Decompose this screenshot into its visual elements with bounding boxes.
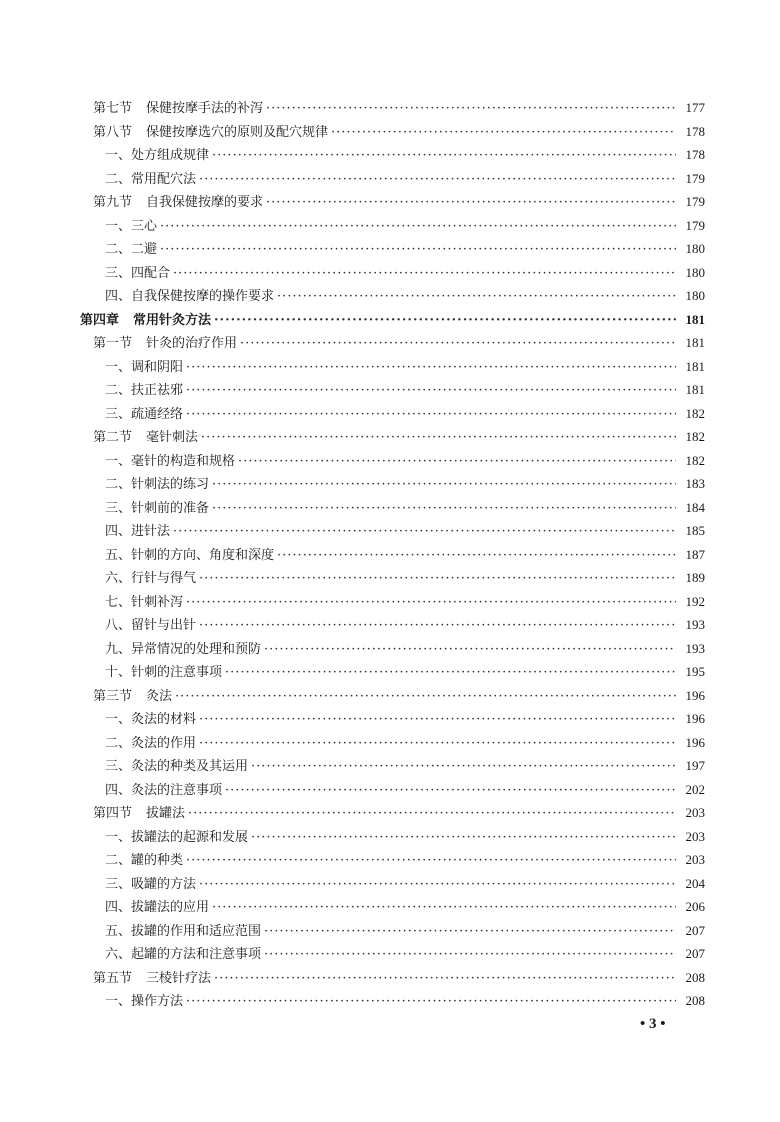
toc-entry-page: 181 — [685, 382, 705, 397]
toc-entry-title — [105, 896, 209, 920]
toc-entry-page: 203 — [685, 852, 705, 867]
toc-entry-item — [80, 449, 705, 473]
toc-entry-page: 196 — [685, 687, 705, 703]
dot-leader — [199, 567, 676, 591]
dot-leader — [251, 826, 676, 850]
toc-entry-text: 三棱针疗法 — [146, 970, 212, 986]
toc-entry-text: 常用针灸方法 — [133, 312, 212, 328]
toc-entry-page: 181 — [685, 311, 705, 327]
toc-entry-title — [93, 685, 172, 709]
toc-entry-title — [80, 309, 211, 333]
toc-entry-text: 五、拔罐的作用和适应范围 — [105, 923, 262, 939]
toc-entry-page: 181 — [685, 358, 705, 374]
dot-leader — [173, 520, 676, 544]
toc-entry-page: 193 — [685, 617, 705, 632]
toc-entry-item — [80, 637, 705, 661]
dot-leader — [214, 967, 676, 991]
dot-leader — [186, 849, 676, 873]
dot-leader — [212, 473, 676, 497]
toc-entry-text: 八、留针与出针 — [105, 618, 197, 633]
toc-entry-title — [105, 920, 261, 944]
toc-entry-title — [93, 121, 328, 145]
toc-entry-label: 第四章 — [80, 312, 120, 328]
toc-entry-title — [105, 379, 183, 403]
toc-entry-section — [80, 684, 705, 708]
toc-entry-title — [105, 567, 196, 591]
toc-entry-text: 三、灸法的种类及其运用 — [105, 759, 249, 774]
toc-entry-title — [105, 450, 235, 474]
toc-entry-text: 二、扶正祛邪 — [105, 383, 184, 398]
toc-entry-section — [80, 801, 705, 825]
toc-entry-title — [105, 591, 183, 615]
toc-entry-title — [105, 614, 196, 638]
toc-entry-page: 203 — [685, 805, 705, 820]
toc-entry-title — [105, 755, 248, 779]
toc-entry-text: 一、处方组成规律 — [105, 148, 210, 163]
toc-entry-section — [80, 966, 705, 990]
dot-leader — [264, 943, 676, 967]
toc-entry-page: 178 — [685, 147, 705, 162]
toc-entry-label: 第八节 — [93, 124, 133, 140]
toc-entry-item — [80, 472, 705, 496]
toc-entry-title — [105, 990, 183, 1014]
toc-entry-label: 第五节 — [93, 970, 133, 986]
toc-entry-page: 177 — [685, 100, 705, 115]
toc-entry-label: 第四节 — [93, 806, 133, 821]
toc-entry-text: 七、针刺补泻 — [105, 594, 184, 610]
toc-entry-item — [80, 942, 705, 966]
toc-entry-title — [93, 97, 263, 121]
toc-entry-item — [80, 613, 705, 637]
toc-entry-chapter — [80, 308, 705, 332]
toc-entry-page: 204 — [685, 875, 705, 891]
dot-leader — [212, 497, 676, 521]
dot-leader — [264, 920, 676, 944]
toc-entry-text: 一、调和阴阳 — [105, 359, 184, 375]
toc-entry-title — [105, 779, 222, 803]
toc-entry-item — [80, 402, 705, 426]
dot-leader — [212, 144, 676, 168]
toc-entry-item — [80, 519, 705, 543]
dot-leader — [225, 661, 676, 685]
toc-entry-label: 第二节 — [93, 430, 133, 445]
dot-leader — [186, 379, 676, 403]
toc-entry-page: 196 — [685, 734, 705, 750]
toc-entry-page: 182 — [685, 452, 705, 468]
dot-leader — [277, 544, 676, 568]
toc-entry-page: 192 — [685, 593, 705, 609]
toc-entry-title — [105, 473, 209, 497]
toc-entry-title — [105, 144, 209, 168]
toc-entry-item — [80, 590, 705, 614]
toc-entry-title — [105, 638, 261, 662]
toc-entry-title — [93, 426, 198, 450]
toc-entry-page: 196 — [685, 711, 705, 726]
toc-entry-title — [105, 285, 274, 309]
toc-entry-title — [93, 802, 185, 826]
dot-leader — [277, 285, 676, 309]
dot-leader — [199, 873, 676, 897]
toc-entry-page: 187 — [685, 546, 705, 562]
toc-entry-title — [105, 661, 222, 685]
toc-entry-page: 193 — [685, 640, 705, 656]
toc-entry-page: 208 — [685, 969, 705, 985]
toc-entry-page: 182 — [685, 429, 705, 444]
toc-entry-title — [93, 191, 263, 215]
toc-entry-page: 185 — [685, 523, 705, 538]
dot-leader — [186, 591, 676, 615]
toc-entry-text: 一、三心 — [105, 218, 158, 234]
toc-entry-text: 二、罐的种类 — [105, 853, 184, 868]
toc-entry-title — [105, 215, 157, 239]
dot-leader — [188, 802, 676, 826]
toc-entry-text: 一、毫针的构造和规格 — [105, 453, 236, 469]
toc-entry-title — [105, 708, 196, 732]
toc-entry-item — [80, 778, 705, 802]
toc-entry-title — [105, 849, 183, 873]
dot-leader — [186, 356, 676, 380]
toc-entry-text: 三、针刺前的准备 — [105, 500, 210, 516]
toc-entry-text: 一、拔罐法的起源和发展 — [105, 829, 249, 845]
dot-leader — [173, 262, 676, 286]
toc-entry-text: 毫针刺法 — [146, 430, 199, 445]
dot-leader — [186, 403, 676, 427]
toc-entry-item — [80, 872, 705, 896]
toc-entry-item — [80, 214, 705, 238]
toc-entry-text: 三、疏通经络 — [105, 406, 184, 422]
toc-entry-text: 六、起罐的方法和注意事项 — [105, 947, 262, 962]
toc-entry-label: 第一节 — [93, 336, 133, 351]
dot-leader — [240, 332, 676, 356]
toc-entry-item — [80, 989, 705, 1013]
toc-entry-item — [80, 919, 705, 943]
toc-entry-page: 179 — [685, 194, 705, 209]
dot-leader — [214, 309, 676, 333]
toc-entry-title — [105, 943, 261, 967]
toc-entry-text: 四、灸法的注意事项 — [105, 782, 223, 798]
dot-leader — [266, 191, 676, 215]
toc-entry-title — [105, 262, 170, 286]
dot-leader — [238, 450, 676, 474]
toc-entry-page: 206 — [685, 899, 705, 914]
toc-entry-page: 179 — [685, 170, 705, 186]
toc-entry-page: 202 — [685, 781, 705, 797]
toc-entry-text: 四、自我保健按摩的操作要求 — [105, 289, 275, 304]
toc-entry-text: 六、行针与得气 — [105, 571, 197, 586]
toc-entry-title — [105, 356, 183, 380]
toc-entry-text: 二、二避 — [105, 242, 158, 257]
toc-entry-text: 灸法 — [146, 688, 173, 704]
dot-leader — [199, 732, 676, 756]
dot-leader — [186, 990, 676, 1014]
toc-entry-title — [93, 967, 211, 991]
toc-entry-text: 二、灸法的作用 — [105, 735, 197, 751]
toc-entry-page: 180 — [685, 241, 705, 256]
dot-leader — [199, 168, 676, 192]
toc-entry-item — [80, 825, 705, 849]
toc-entry-title — [105, 520, 170, 544]
toc-entry-text: 二、针刺法的练习 — [105, 477, 210, 492]
toc-entry-text: 四、拔罐法的应用 — [105, 900, 210, 915]
toc-entry-title — [105, 403, 183, 427]
toc-entry-title — [105, 544, 274, 568]
toc-entry-title — [105, 873, 196, 897]
dot-leader — [264, 638, 676, 662]
toc-entry-page: 208 — [685, 993, 705, 1008]
toc-entry-text: 二、常用配穴法 — [105, 171, 197, 187]
toc-entry-page: 180 — [685, 288, 705, 303]
toc-entry-item — [80, 848, 705, 872]
toc-entry-item — [80, 143, 705, 167]
dot-leader — [175, 685, 676, 709]
toc-entry-text: 五、针刺的方向、角度和深度 — [105, 547, 275, 563]
toc-entry-page: 178 — [685, 123, 705, 139]
toc-entry-label: 第七节 — [93, 101, 133, 116]
toc-entry-text: 针灸的治疗作用 — [146, 336, 238, 351]
toc-entry-text: 三、四配合 — [105, 265, 171, 281]
toc-entry-item — [80, 284, 705, 308]
dot-leader — [199, 708, 676, 732]
toc-entry-text: 四、进针法 — [105, 524, 171, 539]
toc-entry-page: 179 — [685, 217, 705, 233]
toc-entry-text: 自我保健按摩的要求 — [146, 195, 264, 210]
toc-entry-item — [80, 167, 705, 191]
toc-entry-page: 184 — [685, 499, 705, 515]
dot-leader — [225, 779, 676, 803]
toc-entry-item — [80, 261, 705, 285]
toc-entry-section — [80, 190, 705, 214]
toc-entry-text: 拔罐法 — [146, 806, 186, 821]
toc-entry-page: 197 — [685, 758, 705, 773]
dot-leader — [199, 614, 676, 638]
toc-entry-text: 九、异常情况的处理和预防 — [105, 641, 262, 657]
toc-entry-title — [105, 732, 196, 756]
toc-entry-item — [80, 237, 705, 261]
dot-leader — [331, 121, 676, 145]
page-number: • 3 • — [640, 1016, 666, 1032]
dot-leader — [251, 755, 676, 779]
toc-entry-label: 第九节 — [93, 195, 133, 210]
toc-entry-item — [80, 496, 705, 520]
toc-entry-section — [80, 331, 705, 355]
toc-entry-section — [80, 96, 705, 120]
toc-entry-title — [105, 826, 248, 850]
toc-entry-text: 一、操作方法 — [105, 994, 184, 1009]
dot-leader — [160, 215, 676, 239]
dot-leader — [201, 426, 676, 450]
toc-entry-text: 十、针刺的注意事项 — [105, 665, 223, 680]
toc-entry-title — [105, 238, 157, 262]
toc-entry-title — [93, 332, 237, 356]
dot-leader — [266, 97, 676, 121]
toc-entry-item — [80, 754, 705, 778]
toc-entry-item — [80, 355, 705, 379]
toc-entry-item — [80, 895, 705, 919]
toc-entry-page: 183 — [685, 476, 705, 491]
toc-entry-page: 189 — [685, 570, 705, 585]
toc-entry-title — [105, 168, 196, 192]
toc-entry-page: 180 — [685, 264, 705, 280]
toc-entry-item — [80, 543, 705, 567]
toc-entry-page: 207 — [685, 946, 705, 961]
toc-entry-page: 203 — [685, 828, 705, 844]
toc-entry-section — [80, 425, 705, 449]
toc-entry-page: 181 — [685, 335, 705, 350]
toc-entry-title — [105, 497, 209, 521]
toc-entry-text: 一、灸法的材料 — [105, 712, 197, 727]
toc-entry-page: 182 — [685, 405, 705, 421]
toc-entry-label: 第三节 — [93, 688, 133, 704]
toc-entry-item — [80, 566, 705, 590]
toc-entry-page: 207 — [685, 922, 705, 938]
toc-entry-page: 195 — [685, 664, 705, 679]
table-of-contents — [80, 96, 705, 1013]
toc-entry-item — [80, 731, 705, 755]
dot-leader — [212, 896, 676, 920]
toc-entry-text: 保健按摩选穴的原则及配穴规律 — [146, 124, 329, 140]
toc-entry-text: 保健按摩手法的补泻 — [146, 101, 264, 116]
toc-entry-item — [80, 707, 705, 731]
toc-entry-section — [80, 120, 705, 144]
toc-entry-item — [80, 660, 705, 684]
toc-entry-text: 三、吸罐的方法 — [105, 876, 197, 892]
toc-entry-item — [80, 378, 705, 402]
dot-leader — [160, 238, 676, 262]
